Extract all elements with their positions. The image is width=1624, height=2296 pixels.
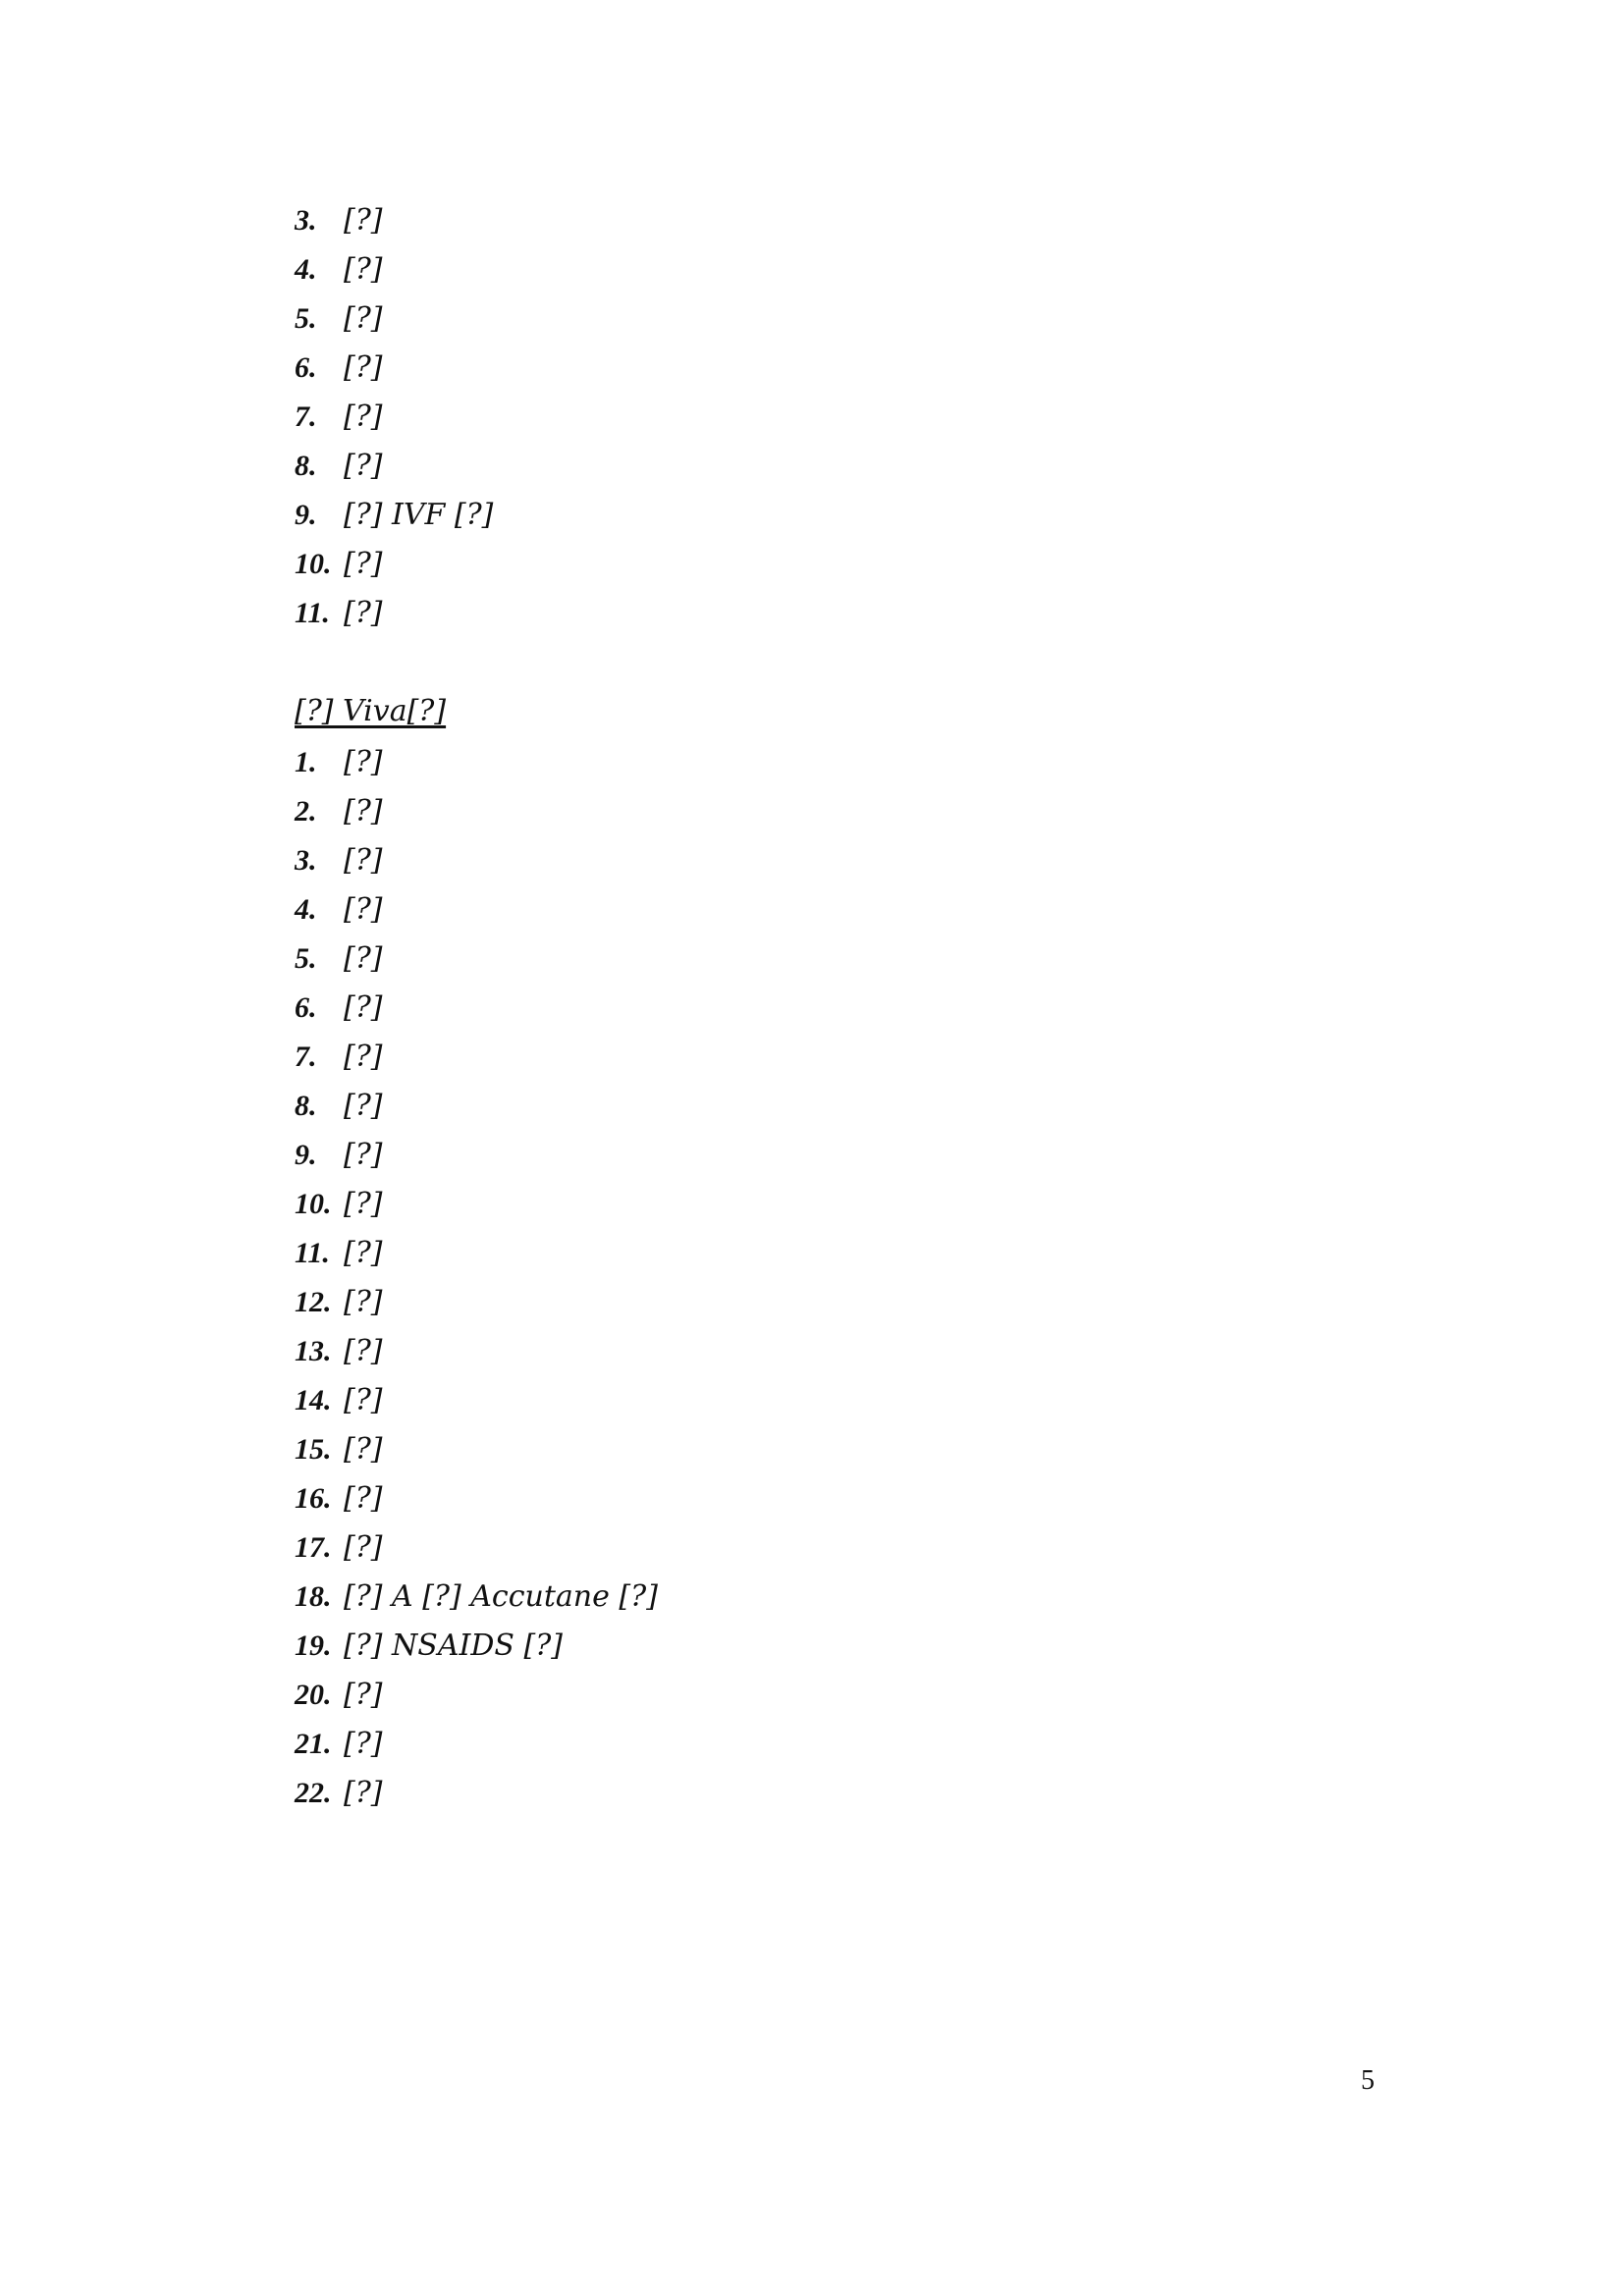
- item-text: [?]: [344, 1776, 383, 1810]
- item-number: 19.: [295, 1629, 332, 1662]
- item-text: [?]: [344, 1187, 383, 1221]
- list-item: [295, 1327, 1384, 1376]
- item-text: [?]: [344, 252, 383, 287]
- item-number: 8.: [295, 1090, 317, 1122]
- item-number: 13.: [295, 1335, 332, 1367]
- item-number: 4.: [295, 253, 317, 286]
- list-item: [295, 1425, 1384, 1474]
- list-item: [295, 1671, 1384, 1720]
- list-item: [295, 442, 1384, 491]
- list-item: [295, 1082, 1384, 1131]
- list-item: [295, 540, 1384, 589]
- item-text: [?] A [?] Accutane [?]: [344, 1579, 658, 1614]
- list-item: [295, 984, 1384, 1033]
- list-item: [295, 491, 1384, 540]
- item-number: 7.: [295, 400, 317, 433]
- list-item: [295, 1474, 1384, 1523]
- list-item: [295, 393, 1384, 442]
- list-item: [295, 1622, 1384, 1671]
- item-number: 14.: [295, 1384, 332, 1416]
- list-item: [295, 1573, 1384, 1622]
- item-number: 4.: [295, 893, 317, 926]
- item-text: [?]: [344, 1530, 383, 1565]
- item-text: [?]: [344, 794, 383, 828]
- item-text: [?]: [344, 843, 383, 878]
- item-number: 3.: [295, 844, 317, 877]
- item-text: [?]: [344, 1236, 383, 1270]
- item-number: 10.: [295, 1188, 332, 1220]
- item-number: 18.: [295, 1580, 332, 1613]
- list-item: [295, 294, 1384, 344]
- item-number: 9.: [295, 1139, 317, 1171]
- item-text: [?]: [344, 301, 383, 336]
- list-item: [295, 1180, 1384, 1229]
- item-text: [?]: [344, 1678, 383, 1712]
- item-number: 12.: [295, 1286, 332, 1318]
- list-item: [295, 1033, 1384, 1082]
- item-text: [?]: [344, 1432, 383, 1467]
- item-text: [?]: [344, 990, 383, 1025]
- item-number: 6.: [295, 991, 317, 1024]
- item-text: [?] IVF [?]: [344, 498, 494, 532]
- list-item: [295, 934, 1384, 984]
- list-item: [295, 787, 1384, 836]
- item-text: [?]: [344, 892, 383, 927]
- item-number: 1.: [295, 746, 317, 778]
- item-number: 16.: [295, 1482, 332, 1515]
- item-number: 5.: [295, 942, 317, 975]
- section-heading: [?] Viva[?]: [295, 694, 447, 728]
- list-item: [295, 245, 1384, 294]
- list-item: [295, 738, 1384, 787]
- item-number: 17.: [295, 1531, 332, 1564]
- item-number: 22.: [295, 1777, 332, 1809]
- page-number: 5: [1361, 2065, 1375, 2096]
- item-text: [?]: [344, 745, 383, 779]
- list-item: [295, 589, 1384, 638]
- item-number: 15.: [295, 1433, 332, 1466]
- item-text: [?]: [344, 1089, 383, 1123]
- list-item: [295, 836, 1384, 885]
- item-text: [?]: [344, 203, 383, 238]
- list-item: [295, 344, 1384, 393]
- item-number: 20.: [295, 1679, 332, 1711]
- list-item: [295, 1131, 1384, 1180]
- list-item: [295, 1769, 1384, 1818]
- item-number: 21.: [295, 1728, 332, 1760]
- item-text: [?]: [344, 449, 383, 483]
- item-number: 2.: [295, 795, 317, 828]
- item-text: [?]: [344, 1481, 383, 1516]
- item-text: [?] NSAIDS [?]: [344, 1629, 563, 1663]
- item-text: [?]: [344, 1383, 383, 1417]
- item-number: 10.: [295, 548, 332, 580]
- item-number: 3.: [295, 204, 317, 237]
- list-item: [295, 1229, 1384, 1278]
- item-text: [?]: [344, 350, 383, 385]
- item-text: [?]: [344, 1334, 383, 1368]
- item-number: 9.: [295, 499, 317, 531]
- list-item: [295, 1376, 1384, 1425]
- item-text: [?]: [344, 941, 383, 976]
- item-text: [?]: [344, 400, 383, 434]
- list-item: [295, 1720, 1384, 1769]
- list-item: [295, 1523, 1384, 1573]
- item-number: 8.: [295, 450, 317, 482]
- item-number: 11.: [295, 1237, 330, 1269]
- item-number: 5.: [295, 302, 317, 335]
- item-text: [?]: [344, 1285, 383, 1319]
- item-text: [?]: [344, 1138, 383, 1172]
- item-number: 11.: [295, 597, 330, 629]
- item-text: [?]: [344, 1040, 383, 1074]
- list-item: [295, 1278, 1384, 1327]
- item-number: 6.: [295, 351, 317, 384]
- item-text: [?]: [344, 547, 383, 581]
- list-item: [295, 196, 1384, 245]
- list-item: [295, 885, 1384, 934]
- contraindication-list-continued: [295, 196, 1384, 638]
- contraindication-list: [295, 738, 1384, 1818]
- item-text: [?]: [344, 1727, 383, 1761]
- item-number: 7.: [295, 1041, 317, 1073]
- item-text: [?]: [344, 596, 383, 630]
